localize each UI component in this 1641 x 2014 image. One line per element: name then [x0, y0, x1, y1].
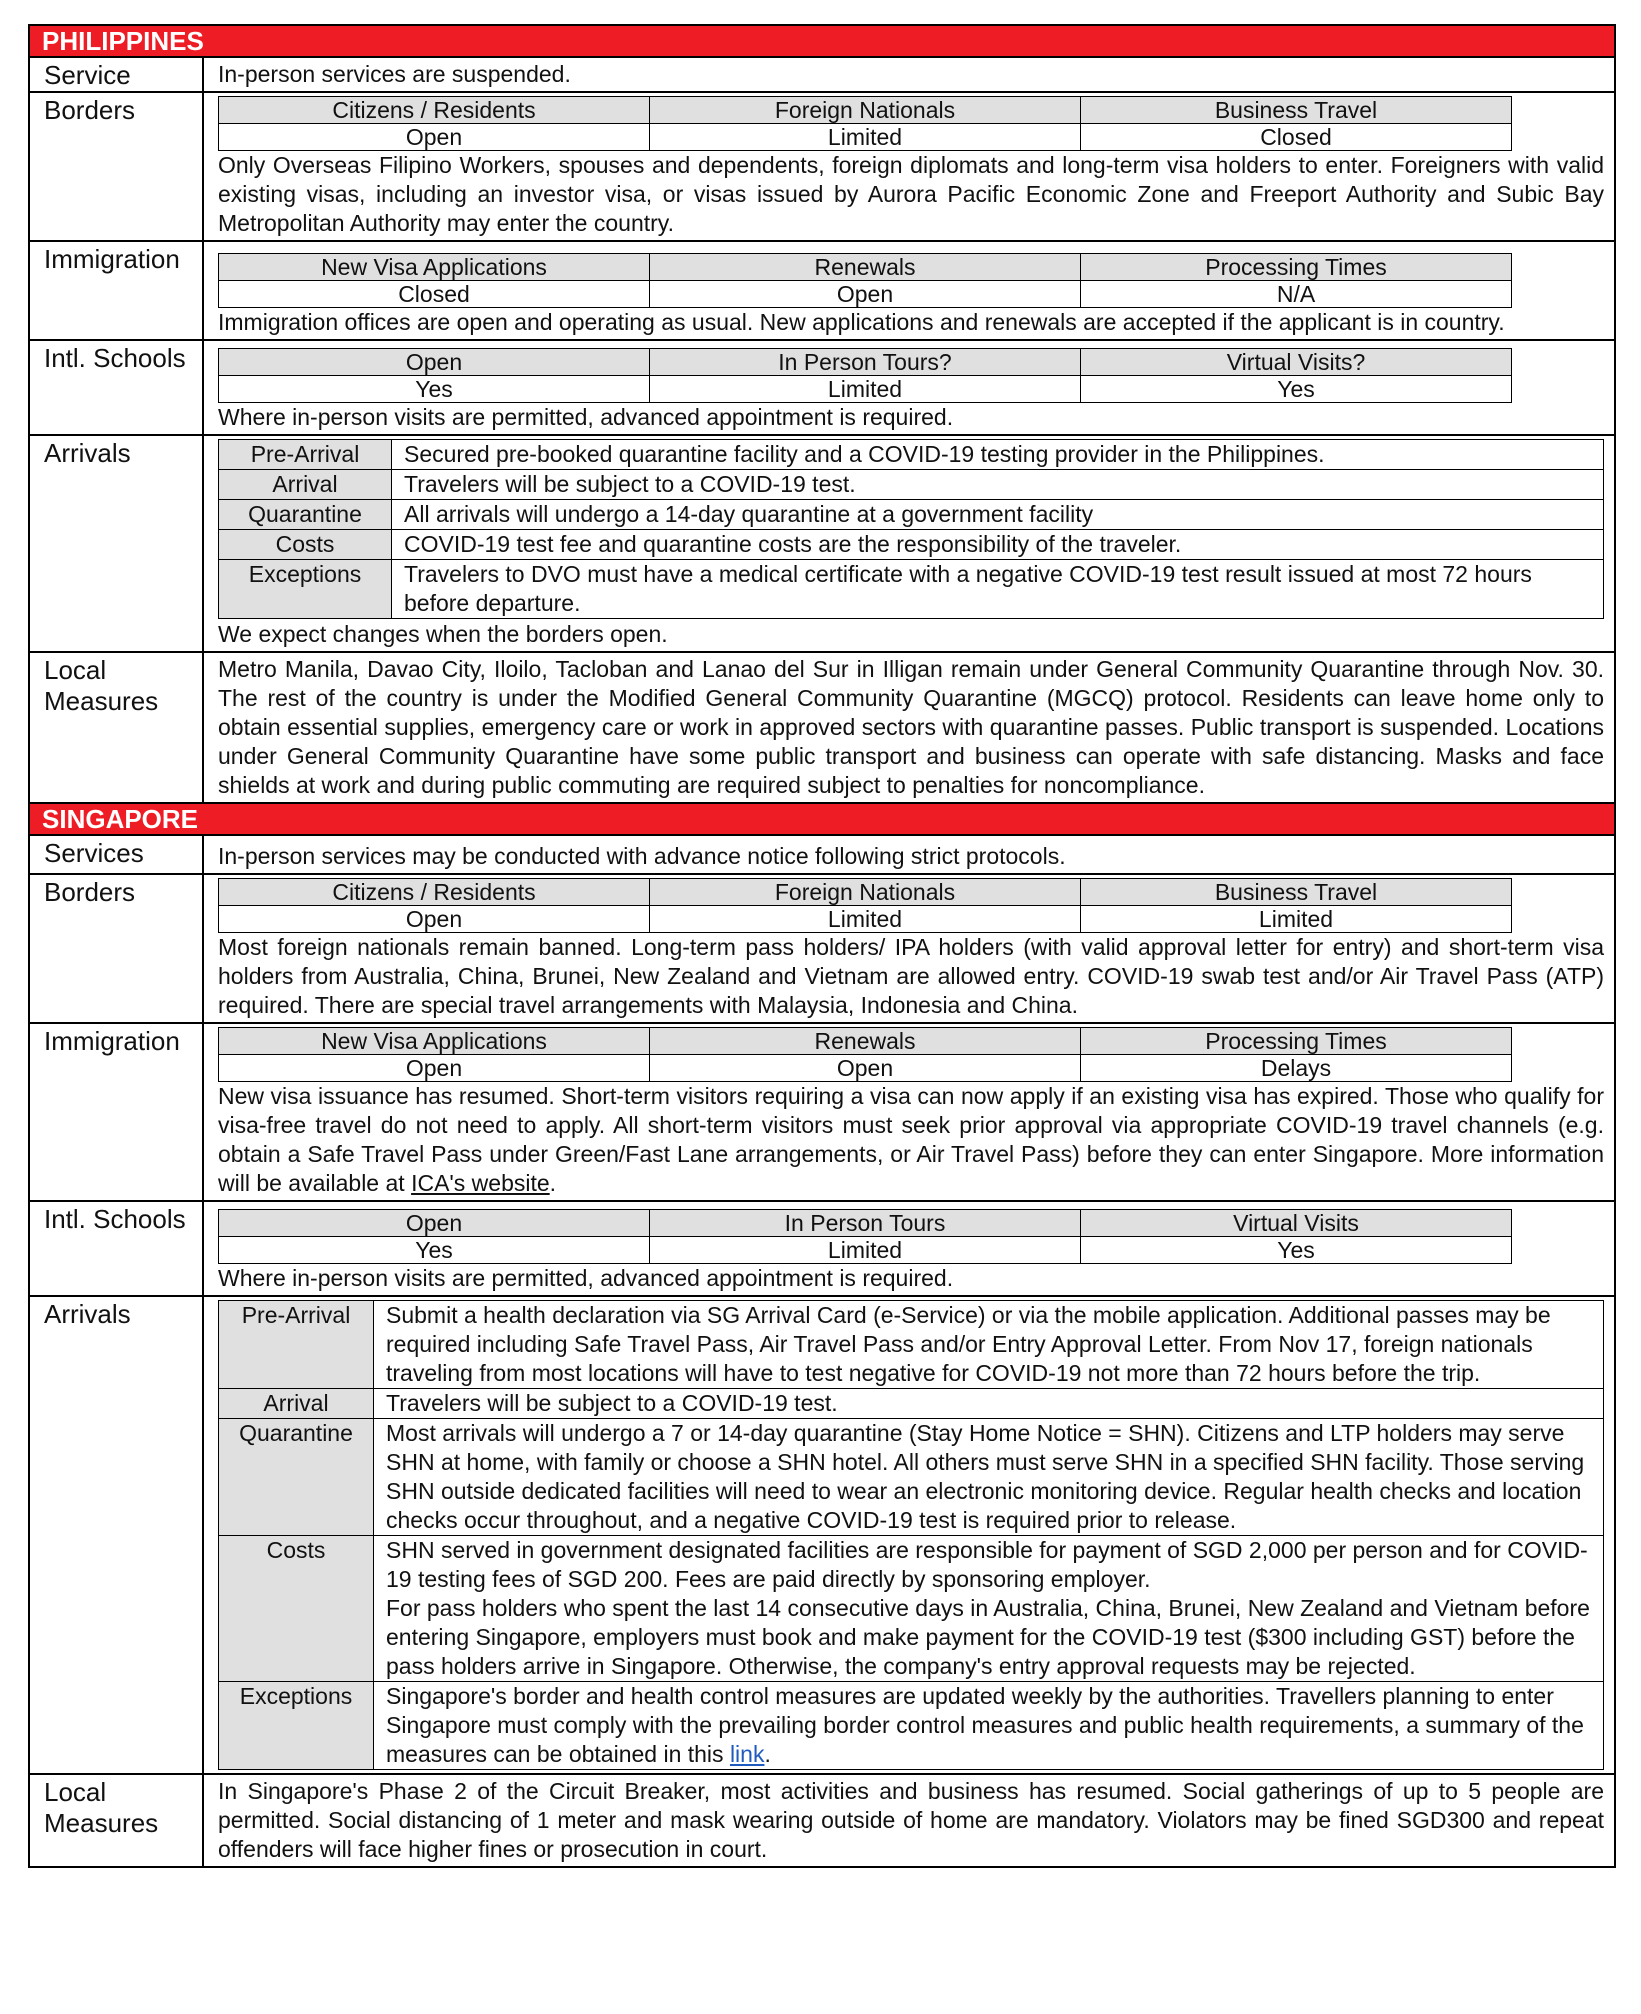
table-header: Open	[219, 349, 650, 376]
arrivals-key: Quarantine	[219, 1419, 374, 1536]
arrivals-key: Pre-Arrival	[219, 440, 392, 470]
table-row	[219, 1301, 1604, 1389]
schools-note: Where in-person visits are permitted, advanced appointment is required.	[218, 1265, 954, 1291]
table-header: Processing Times	[1081, 1028, 1512, 1055]
arrivals-note: We expect changes when the borders open.	[218, 621, 668, 647]
table-header: In Person Tours	[650, 1210, 1081, 1237]
arrivals-key: Exceptions	[219, 1682, 374, 1770]
table-header: New Visa Applications	[219, 254, 650, 281]
table-row	[219, 500, 1604, 530]
arrivals-key: Exceptions	[219, 560, 392, 619]
table-header: New Visa Applications	[219, 1028, 650, 1055]
arrivals-key: Arrival	[219, 1389, 374, 1419]
row-label: Arrivals	[30, 1297, 204, 1773]
row-label: Borders	[30, 93, 204, 240]
table-cell: Open	[219, 1055, 650, 1082]
table-cell: Limited	[650, 376, 1081, 403]
table-row	[219, 470, 1604, 500]
row-label: Intl. Schools	[30, 1202, 204, 1295]
table-cell: Yes	[1081, 1237, 1512, 1264]
arrivals-key: Costs	[219, 530, 392, 560]
table-header: Virtual Visits	[1081, 1210, 1512, 1237]
row-borders	[30, 93, 1614, 242]
table-row	[219, 530, 1604, 560]
ica-website-link[interactable]: ICA's website	[411, 1170, 550, 1196]
row-immigration	[30, 242, 1614, 341]
row-local-measures	[30, 653, 1614, 804]
arrivals-key: Quarantine	[219, 500, 392, 530]
row-schools	[30, 1202, 1614, 1297]
table-row	[219, 1419, 1604, 1536]
table-header: Business Travel	[1081, 879, 1512, 906]
table-header: In Person Tours?	[650, 349, 1081, 376]
immigration-note: Immigration offices are open and operating as usual. New applications and renewals are accepted if the applicant is in country.	[218, 309, 1505, 335]
row-label: Services	[30, 836, 204, 873]
table-row	[219, 560, 1604, 619]
arrivals-key: Pre-Arrival	[219, 1301, 374, 1389]
country-header-philippines: PHILIPPINES	[30, 26, 1614, 58]
arrivals-table	[218, 1300, 1604, 1770]
table-row: Exceptions Singapore's border and health control measures are updated weekly by the authorities. Travellers planning to enter Singapore must comply with the prevailing border control measures and public health requirements, a summary of the measures can be obtained in this link.	[219, 1682, 1604, 1770]
table-cell: Open	[219, 124, 650, 151]
row-label: Service	[30, 58, 204, 91]
row-content: In-person services may be conducted with advance notice following strict protocols.	[218, 843, 1066, 869]
table-header: Citizens / Residents	[219, 879, 650, 906]
table-cell: N/A	[1081, 281, 1512, 308]
arrivals-value: SHN served in government designated facilities are responsible for payment of SGD 2,000 per person and for COVID-19 testing fees of SGD 200. Fees are paid directly by sponsoring employer.	[386, 1537, 1588, 1592]
row-label: Borders	[30, 875, 204, 1022]
borders-note: Most foreign nationals remain banned. Long-term pass holders/ IPA holders (with valid approval letter for entry) and short-term visa holders from Australia, China, Brunei, New Zealand and Vietnam are allowed entry. COVID-19 swab test and/or Air Travel Pass (ATP) required. There are special travel arrangements with Malaysia, Indonesia and China.	[218, 934, 1604, 1018]
country-table	[28, 24, 1616, 1868]
row-label: Immigration	[30, 242, 204, 339]
table-header: Open	[219, 1210, 650, 1237]
row-label: Arrivals	[30, 436, 204, 651]
arrivals-value: Travelers will be subject to a COVID-19 test.	[374, 1389, 1604, 1419]
table-cell: Delays	[1081, 1055, 1512, 1082]
table-row	[219, 1536, 1604, 1682]
table-header: Foreign Nationals	[650, 879, 1081, 906]
row-arrivals	[30, 436, 1614, 653]
table-cell: Open	[219, 906, 650, 933]
arrivals-value: Travelers will be subject to a COVID-19 test.	[392, 470, 1604, 500]
measures-link[interactable]: link	[729, 1741, 765, 1767]
row-content: Metro Manila, Davao City, Iloilo, Tacloban and Lanao del Sur in Illigan remain under General Community Quarantine through Nov. 30. The rest of the country is under the Modified General Community Quarantine (MGCQ) protocol. Residents can leave home only to obtain essential supplies, emergency care or work in approved sectors with quarantine passes. Public transport is suspended. Locations under General Community Quarantine have some public transport and business can operate with safe distancing. Masks and face shields at work and during public commuting are required subject to penalties for noncompliance.	[218, 656, 1604, 798]
arrivals-value: Singapore's border and health control measures are updated weekly by the authorities. Travellers planning to enter Singapore must comply with the prevailing border control measures and public health requirements, a summary of the measures can be obtained in this	[386, 1683, 1584, 1767]
arrivals-value: All arrivals will undergo a 14-day quarantine at a government facility	[392, 500, 1604, 530]
table-cell: Yes	[219, 376, 650, 403]
schools-status-table	[218, 1209, 1512, 1264]
row-immigration: Immigration New Visa Applications Renewals Processing Times Open Open Delays New visa issuance has resumed. Short-term visitors requiring a visa can now apply if an existing visa has expired. Those who qualify for visa-free travel do not need to apply. All short-term visitors must seek prior approval via appropriate COVID-19 travel channels (e.g. obtain a Safe Travel Pass under Green/Fast Lane arrangements, or Air Travel Pass) before they can enter Singapore. More information will be available at ICA's website.	[30, 1024, 1614, 1202]
country-header-singapore: SINGAPORE	[30, 804, 1614, 836]
row-label: Intl. Schools	[30, 341, 204, 434]
arrivals-key: Costs	[219, 1536, 374, 1682]
table-cell: Limited	[650, 906, 1081, 933]
arrivals-table	[218, 439, 1604, 619]
table-cell: Limited	[650, 124, 1081, 151]
arrivals-value-2: For pass holders who spent the last 14 consecutive days in Australia, China, Brunei, New Zealand and Vietnam before entering Singapore, employers must book and make payment for the COVID-19 test ($300 including GST) before the pass holders arrive in Singapore. Otherwise, the company's entry approval requests may be rejected.	[386, 1595, 1590, 1679]
row-label: Local Measures	[30, 1775, 204, 1866]
table-header: Renewals	[650, 1028, 1081, 1055]
table-cell: Limited	[1081, 906, 1512, 933]
borders-note: Only Overseas Filipino Workers, spouses and dependents, foreign diplomats and long-term visa holders to enter. Foreigners with valid existing visas, including an investor visa, or visas issued by Aurora Pacific Economic Zone and Freeport Authority and Subic Bay Metropolitan Authority may enter the country.	[218, 152, 1604, 236]
arrivals-value: COVID-19 test fee and quarantine costs are the responsibility of the traveler.	[392, 530, 1604, 560]
schools-status-table	[218, 348, 1512, 403]
row-schools	[30, 341, 1614, 436]
row-content: In-person services are suspended.	[218, 61, 571, 87]
row-label: Immigration	[30, 1024, 204, 1200]
table-cell: Yes	[219, 1237, 650, 1264]
row-label: Local Measures	[30, 653, 204, 802]
table-header: Citizens / Residents	[219, 97, 650, 124]
borders-status-table	[218, 96, 1512, 151]
table-cell: Yes	[1081, 376, 1512, 403]
arrivals-value: Submit a health declaration via SG Arrival Card (e-Service) or via the mobile application. Additional passes may be required including Safe Travel Pass, Air Travel Pass and/or Entry Approval Letter. From Nov 17, foreign nationals traveling from most locations will have to test negative for COVID-19 not more than 72 hours before the trip.	[374, 1301, 1604, 1389]
immigration-note: New visa issuance has resumed. Short-term visitors requiring a visa can now apply if an existing visa has expired. Those who qualify for visa-free travel do not need to apply. All short-term visitors must seek prior approval via appropriate COVID-19 travel channels (e.g. obtain a Safe Travel Pass under Green/Fast Lane arrangements, or Air Travel Pass) before they can enter Singapore. More information will be available at	[218, 1083, 1604, 1196]
table-header: Virtual Visits?	[1081, 349, 1512, 376]
table-cell: Closed	[1081, 124, 1512, 151]
arrivals-value: Travelers to DVO must have a medical certificate with a negative COVID-19 test result issued at most 72 hours before departure.	[392, 560, 1604, 619]
immigration-status-table	[218, 1027, 1512, 1082]
table-cell: Limited	[650, 1237, 1081, 1264]
row-content: In Singapore's Phase 2 of the Circuit Breaker, most activities and business has resumed. Social gatherings of up to 5 people are permitted. Social distancing of 1 meter and mask wearing outside of home are mandatory. Violators may be fined SGD300 and repeat offenders will face higher fines or prosecution in court.	[218, 1778, 1604, 1862]
table-header: Renewals	[650, 254, 1081, 281]
row-local-measures	[30, 1775, 1614, 1866]
table-header: Business Travel	[1081, 97, 1512, 124]
arrivals-value: Secured pre-booked quarantine facility and a COVID-19 testing provider in the Philippines.	[392, 440, 1604, 470]
row-service	[30, 836, 1614, 875]
schools-note: Where in-person visits are permitted, advanced appointment is required.	[218, 404, 954, 430]
row-arrivals	[30, 1297, 1614, 1775]
table-row	[219, 440, 1604, 470]
table-header: Processing Times	[1081, 254, 1512, 281]
arrivals-key: Arrival	[219, 470, 392, 500]
arrivals-value: Most arrivals will undergo a 7 or 14-day quarantine (Stay Home Notice = SHN). Citizens and LTP holders may serve SHN at home, with family or choose a SHN hotel. All others must serve SHN in a specified SHN facility. Those serving SHN outside dedicated facilities will need to wear an electronic monitoring device. Regular health checks and location checks occur throughout, and a negative COVID-19 test is required prior to release.	[374, 1419, 1604, 1536]
table-row	[219, 1389, 1604, 1419]
table-cell: Open	[650, 1055, 1081, 1082]
table-header: Foreign Nationals	[650, 97, 1081, 124]
borders-status-table	[218, 878, 1512, 933]
row-service	[30, 58, 1614, 93]
table-cell: Open	[650, 281, 1081, 308]
table-cell: Closed	[219, 281, 650, 308]
row-borders	[30, 875, 1614, 1024]
immigration-status-table	[218, 253, 1512, 308]
